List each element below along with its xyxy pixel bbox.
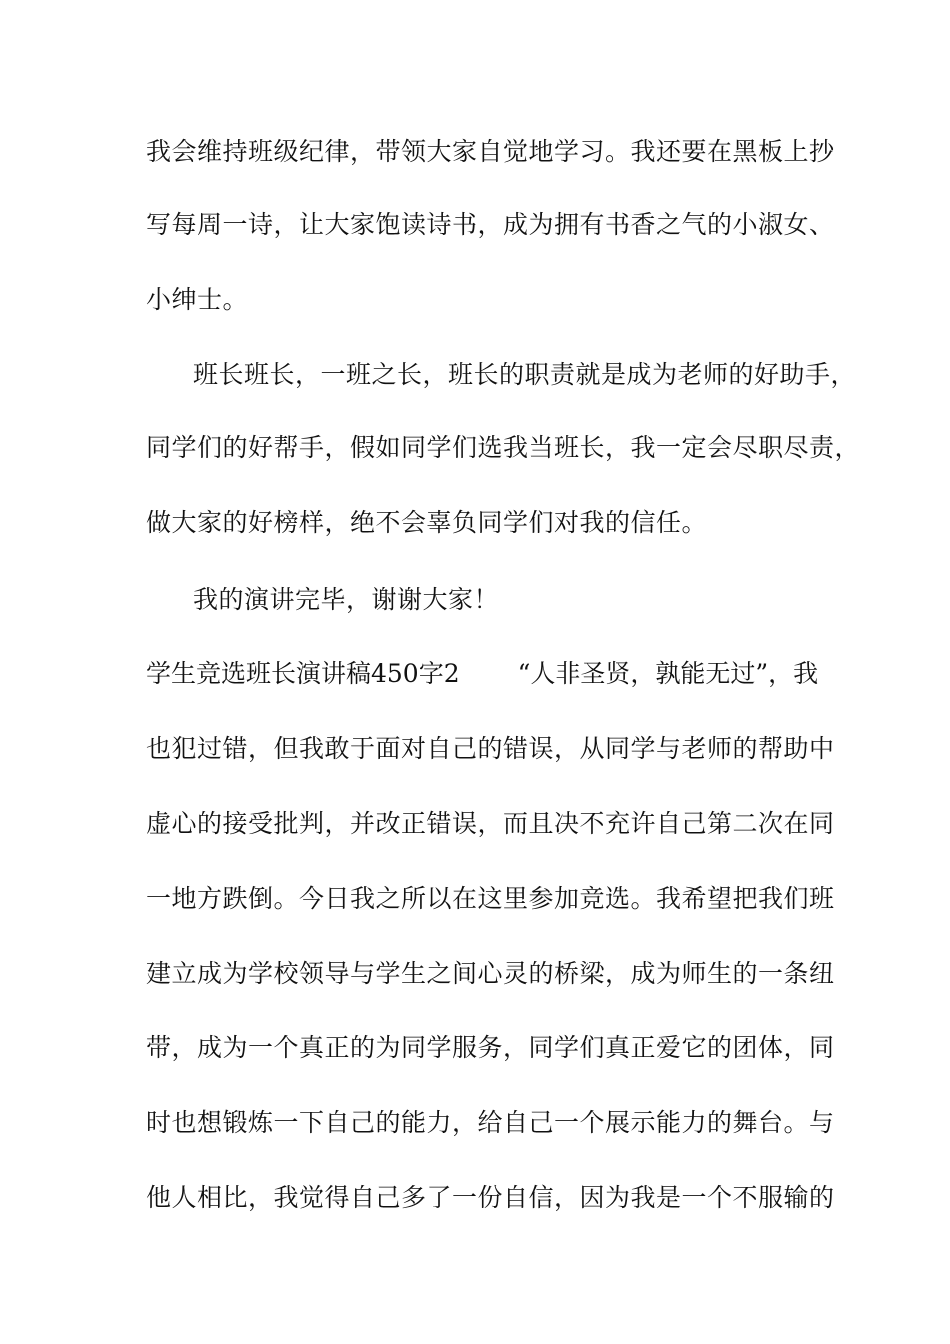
paragraph-line: 我会维持班级纪律，带领大家自觉地学习。我还要在黑板上抄 [146, 137, 835, 166]
paragraph-line: 虚心的接受批判，并改正错误，而且决不充许自己第二次在同 [146, 809, 835, 838]
paragraph-line: 也犯过错，但我敢于面对自己的错误，从同学与老师的帮助中 [146, 734, 835, 763]
paragraph-line: 建立成为学校领导与学生之间心灵的桥梁，成为师生的一条纽 [146, 959, 835, 988]
section-heading: 学生竞选班长演讲稿450字2 [146, 659, 460, 688]
paragraph-line: 带，成为一个真正的为同学服务，同学们真正爱它的团体，同 [146, 1033, 835, 1062]
paragraph-line: 小绅士。 [146, 285, 249, 314]
paragraph-line: 班长班长，一班之长，班长的职责就是成为老师的好助手， [193, 360, 857, 389]
paragraph-line: 我的演讲完毕，谢谢大家！ [193, 585, 500, 614]
paragraph-line: 他人相比，我觉得自己多了一份自信，因为我是一个不服输的 [146, 1183, 835, 1212]
paragraph-line: 一地方跌倒。今日我之所以在这里参加竞选。我希望把我们班 [146, 884, 835, 913]
heading-continuation: “人非圣贤，孰能无过”，我 [517, 659, 819, 688]
section-heading-line [146, 659, 818, 689]
paragraph-line: 时也想锻炼一下自己的能力，给自己一个展示能力的舞台。与 [146, 1108, 835, 1137]
paragraph-line: 做大家的好榜样，绝不会辜负同学们对我的信任。 [146, 508, 708, 537]
paragraph-line: 同学们的好帮手，假如同学们选我当班长，我一定会尽职尽责， [146, 433, 861, 462]
paragraph-line: 写每周一诗，让大家饱读诗书，成为拥有书香之气的小淑女、 [146, 210, 835, 239]
